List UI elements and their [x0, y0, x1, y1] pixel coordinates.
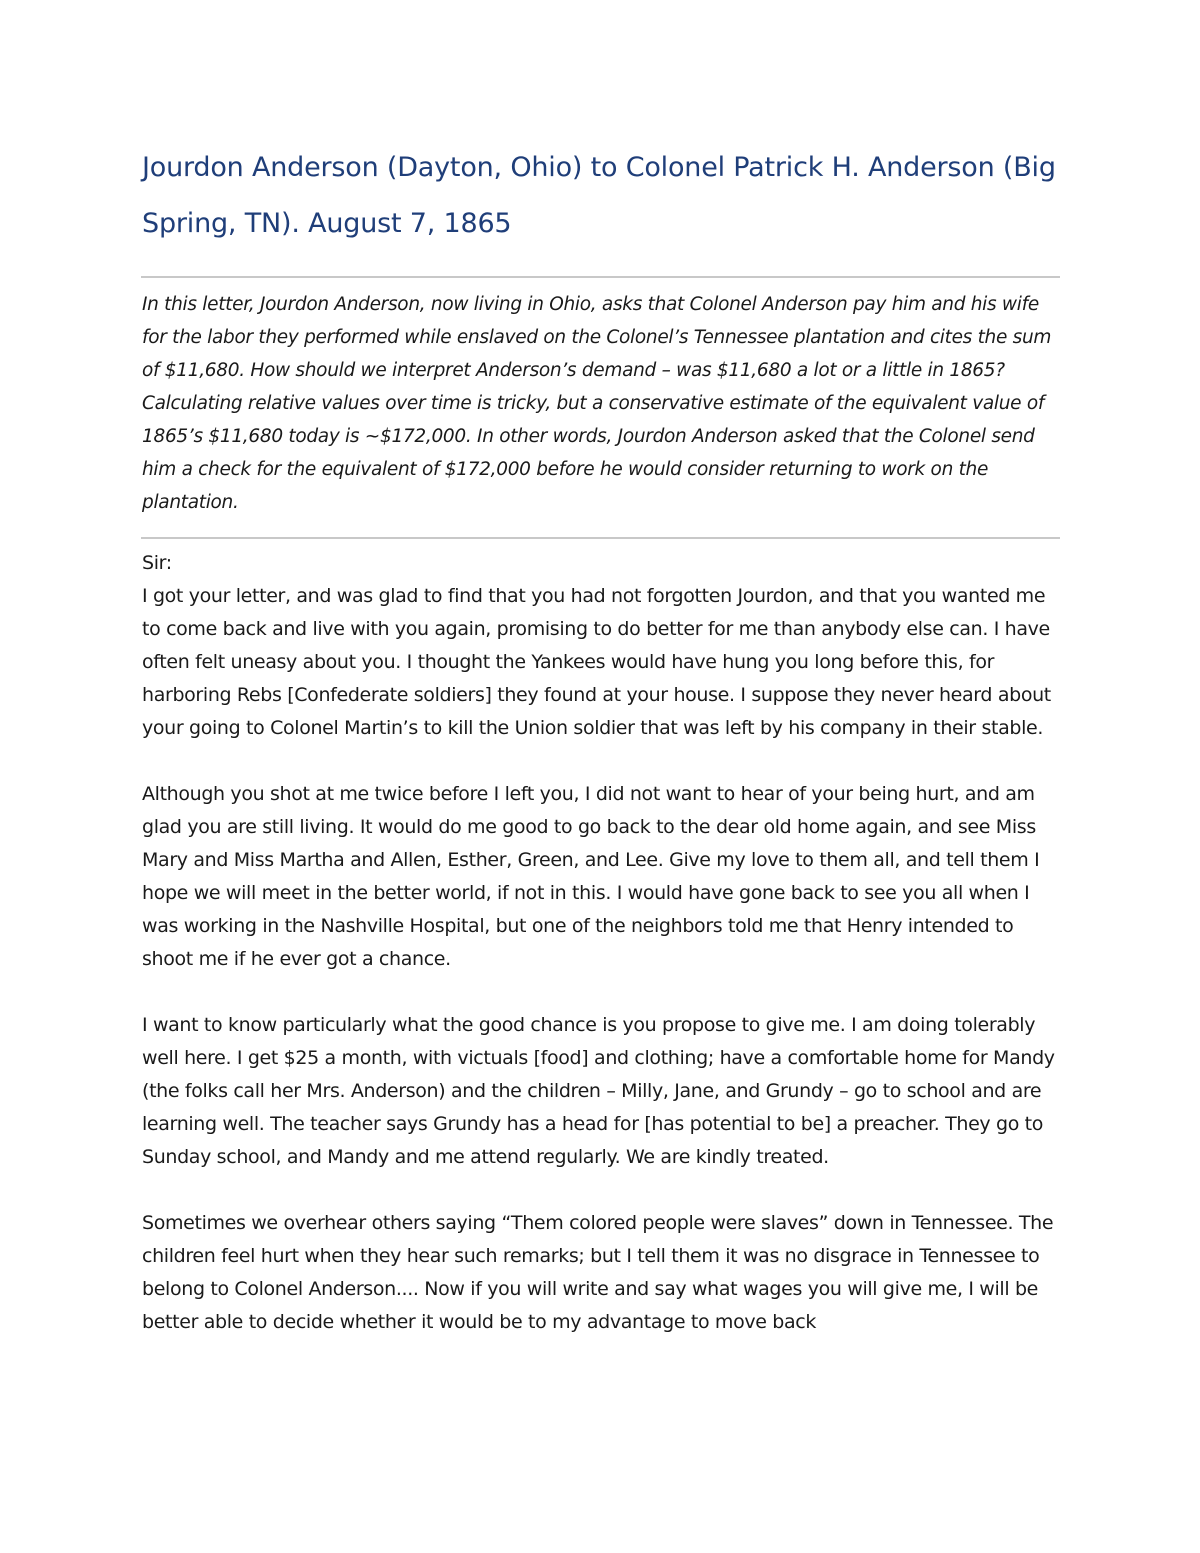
- letter-paragraph: I got your letter, and was glad to find that you had not forgotten Jourdon, and that you wanted me to come back and live with you again, promising to do better for me than anybody else can. I have often felt uneasy about you. I thought the Yankees would have hung you long before this, for harboring Rebs [Confederate soldiers] they found at your house. I suppose they never heard about your going to Colonel Martin’s to kill the Union soldier that was left by his company in their stable.: [142, 585, 1051, 739]
- letter-salutation: Sir:: [142, 552, 172, 574]
- page-title: Jourdon Anderson (Dayton, Ohio) to Colonel Patrick H. Anderson (Big Spring, TN). August 7, 1865: [142, 152, 1056, 239]
- letter-paragraph: Although you shot at me twice before I left you, I did not want to hear of your being hurt, and am glad you are still living. It would do me good to go back to the dear old home again, and see Miss Mary and Miss Martha and Allen, Esther, Green, and Lee. Give my love to them all, and tell them I hope we will meet in the better world, if not in this. I would have gone back to see you all when I was working in the Nashville Hospital, but one of the neighbors told me that Henry intended to shoot me if he ever got a chance.: [142, 783, 1040, 970]
- intro-paragraph: In this letter, Jourdon Anderson, now living in Ohio, asks that Colonel Anderson pay him and his wife for the labor they performed while enslaved on the Colonel’s Tennessee plantation and cites the sum of $11,680. How should we interpret Anderson’s demand – was $11,680 a lot or a little in 1865? Calculating relative values over time is tricky, but a conservative estimate of the equivalent value of 1865’s $11,680 today is ~$172,000. In other words, Jourdon Anderson asked that the Colonel send him a check for the equivalent of $172,000 before he would consider returning to work on the plantation.: [142, 294, 1052, 513]
- top-divider: [141, 276, 1060, 278]
- letter-paragraph: I want to know particularly what the good chance is you propose to give me. I am doing tolerably well here. I get $25 a month, with victuals [food] and clothing; have a comfortable home for Mandy (the folks call her Mrs. Anderson) and the children – Milly, Jane, and Grundy – go to school and are learning well. The teacher says Grundy has a head for [has potential to be] a preacher. They go to Sunday school, and Mandy and me attend regularly. We are kindly treated.: [142, 1014, 1055, 1168]
- bottom-divider: [141, 537, 1060, 539]
- letter-body: [142, 547, 1067, 1339]
- letter-paragraph: Sometimes we overhear others saying “Them colored people were slaves” down in Tennessee. The children feel hurt when they hear such remarks; but I tell them it was no disgrace in Tennessee to belong to Colonel Anderson.... Now if you will write and say what wages you will give me, I will be better able to decide whether it would be to my advantage to move back: [142, 1212, 1054, 1333]
